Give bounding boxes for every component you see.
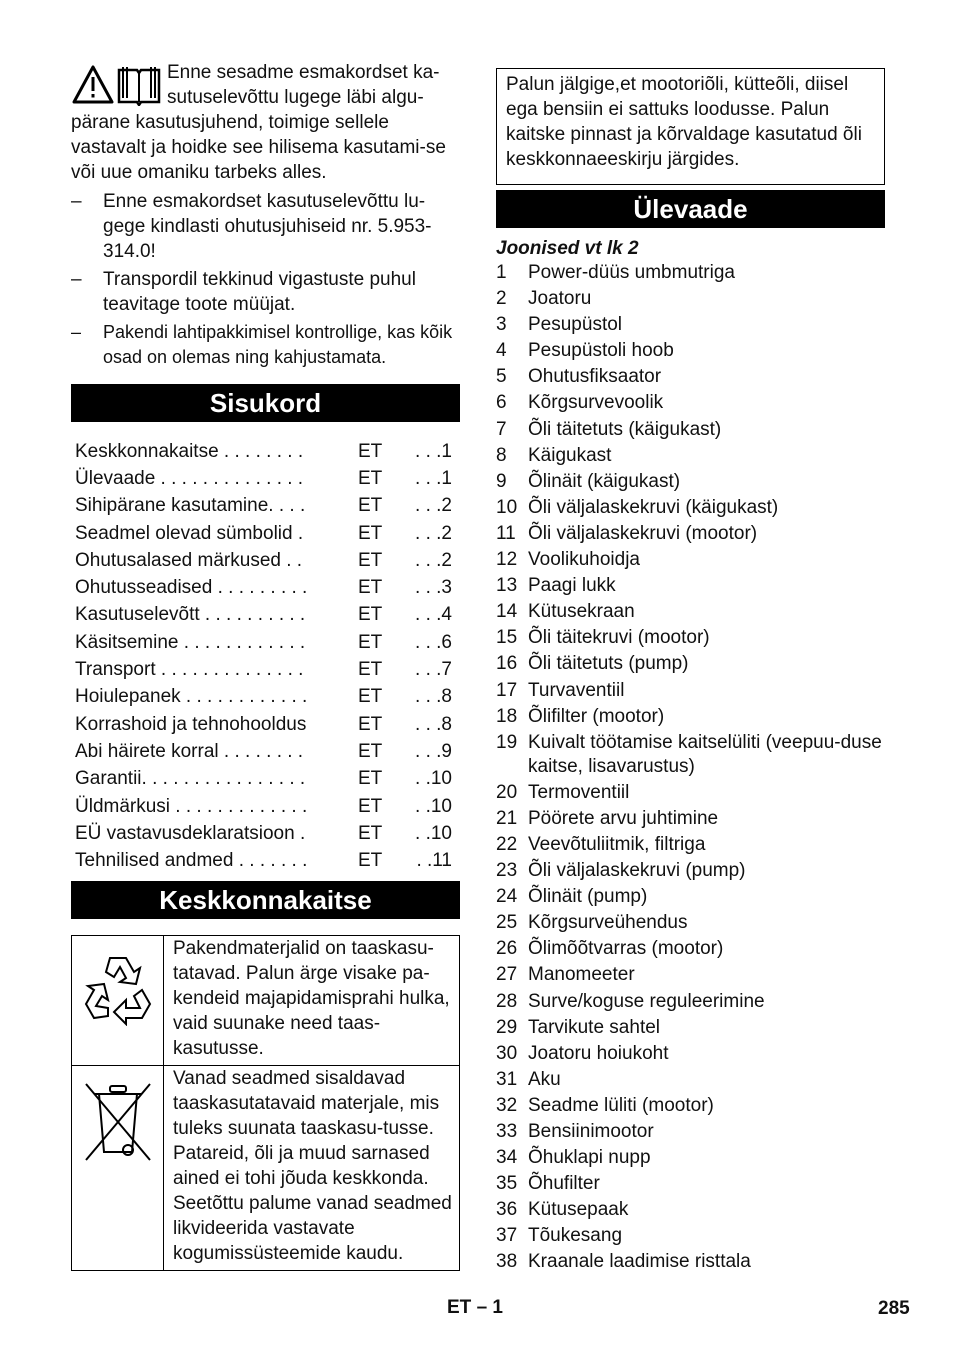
toc-entry	[71, 520, 460, 547]
part-label: Õli väljalaskekruvi (pump)	[528, 860, 746, 882]
part-number: 36	[496, 1199, 518, 1221]
part-label: Õlimõõtvarras (mootor)	[528, 938, 724, 960]
recycle-text: Pakendmaterjalid on taaskasu-tatavad. Palun ärge visake pa-kendeid majapidamisprahi hulka, vaid suunake need taas-kasutusse.	[164, 935, 460, 1065]
toc-entry-page: . . .1	[415, 467, 452, 489]
part-number: 33	[496, 1121, 518, 1142]
intro-text: Enne sesadme esmakordset ka-sutuselevõttu lugege läbi algu-pärane kasutusjuhend, toimige sellele vastavalt ja hoidke see hilisema kasutami-se või uue omaniku tarbeks alles.	[71, 62, 446, 183]
part-item	[496, 1224, 885, 1248]
toc-entry	[71, 493, 460, 520]
toc-entry-title: Kasutuselevõtt . . . . . . . . . .	[75, 604, 306, 626]
toc-entry-lang: ET	[358, 659, 383, 681]
part-item	[496, 548, 885, 572]
toc-entry	[71, 574, 460, 601]
toc-entry	[71, 711, 460, 738]
part-item	[496, 705, 885, 729]
part-label: Õli täitetuts (käigukast)	[528, 418, 722, 440]
footer-lang: ET	[447, 1297, 472, 1318]
part-item	[496, 1042, 885, 1066]
toc-entry-title: Korrashoid ja tehnohooldus	[75, 713, 307, 735]
toc-entry	[71, 602, 460, 629]
part-number: 3	[496, 314, 507, 336]
part-number: 34	[496, 1147, 518, 1169]
part-item	[496, 1094, 885, 1118]
part-item	[496, 679, 885, 703]
part-item	[496, 261, 885, 285]
toc-entry-title: EÜ vastavusdeklaratsioon .	[75, 822, 306, 844]
toc-entry-title: Üldmärkusi . . . . . . . . . . . . .	[75, 795, 308, 817]
dash-marker: –	[71, 191, 82, 212]
part-item	[496, 600, 885, 624]
toc-entry-title: Keskkonnakaitse . . . . . . . .	[75, 440, 304, 462]
part-number: 30	[496, 1042, 518, 1064]
intro-bullets	[71, 189, 460, 370]
table-row	[72, 1065, 460, 1270]
toc-entry-title: Ülevaade . . . . . . . . . . . . . .	[75, 467, 304, 489]
oil-note-box: Palun jälgige,et mootoriõli, kütteõli, diisel ega bensiin ei sattuks loodusse. Palun kaitske pinnast ja kõrvaldage kasutatud õli keskkonnaeeskirju järgides.	[496, 68, 885, 185]
toc-entry	[71, 820, 460, 847]
part-item	[496, 339, 885, 363]
part-label: Kütusepaak	[528, 1199, 629, 1221]
part-number: 1	[496, 262, 507, 283]
part-item	[496, 574, 885, 598]
toc-entry-title: Sihipärane kasutamine. . . .	[75, 495, 306, 517]
parts-list	[496, 261, 885, 1274]
toc-entry	[71, 629, 460, 656]
page-number: 285	[878, 1298, 910, 1319]
toc-entry-lang: ET	[358, 604, 383, 626]
part-number: 37	[496, 1225, 518, 1247]
toc-entry	[71, 847, 460, 874]
dash-marker: –	[71, 269, 82, 290]
environment-heading: Keskkonnakaitse	[71, 881, 460, 919]
toc-table	[71, 438, 460, 875]
toc-entry-title: Abi häirete korral . . . . . . . .	[75, 740, 304, 762]
part-number: 16	[496, 653, 518, 675]
bin-icon-cell	[72, 1065, 164, 1270]
bullet-text: Transpordil tekkinud vigastuste puhul teavitage toote müüjat.	[103, 269, 416, 315]
part-item	[496, 444, 885, 468]
toc-entry	[71, 438, 460, 465]
part-number: 6	[496, 392, 507, 414]
list-item	[71, 189, 460, 264]
dash-marker: –	[71, 322, 82, 342]
toc-entry	[71, 766, 460, 793]
part-item	[496, 1198, 885, 1222]
part-item	[496, 937, 885, 961]
part-number: 23	[496, 860, 518, 882]
part-item	[496, 470, 885, 494]
part-label: Õlinäit (käigukast)	[528, 470, 681, 492]
toc-entry-page: . . .2	[415, 522, 452, 544]
part-label: Kraanale laadimise risttala	[528, 1251, 751, 1273]
part-item	[496, 781, 885, 805]
toc-entry	[71, 547, 460, 574]
part-number: 19	[496, 731, 518, 753]
part-label: Termoventiil	[528, 781, 630, 803]
toc-entry-title: Ohutusalased märkused . .	[75, 549, 303, 571]
toc-heading: Sisukord	[71, 384, 460, 422]
part-label: Seadme lüliti (mootor)	[528, 1094, 714, 1116]
part-number: 26	[496, 938, 518, 960]
part-number: 12	[496, 549, 518, 571]
part-label: Pesupüstoli hoob	[528, 340, 674, 362]
toc-entry	[71, 684, 460, 711]
part-item	[496, 859, 885, 883]
part-number: 24	[496, 886, 518, 908]
part-number: 4	[496, 340, 507, 362]
part-item	[496, 522, 885, 546]
part-number: 32	[496, 1094, 518, 1116]
part-number: 21	[496, 807, 518, 829]
toc-entry-lang: ET	[358, 631, 383, 653]
crossed-bin-icon	[80, 1080, 156, 1164]
part-label: Surve/koguse reguleerimine	[528, 990, 765, 1012]
part-item	[496, 1172, 885, 1196]
part-number: 8	[496, 444, 507, 466]
toc-entry-title: Ohutusseadised . . . . . . . . .	[75, 577, 308, 599]
environment-table	[71, 935, 460, 1271]
part-label: Tõukesang	[528, 1225, 623, 1247]
toc-entry-page: . . .6	[415, 631, 452, 653]
part-label: Veevõtuliitmik, filtriga	[528, 833, 706, 855]
part-number: 9	[496, 470, 507, 492]
part-label: Power-düüs umbmutriga	[528, 262, 735, 283]
footer-section-page: 1	[492, 1297, 503, 1318]
part-label: Joatoru hoiukoht	[528, 1042, 669, 1064]
toc-entry-page: . . .7	[415, 659, 452, 681]
overview-heading: Ülevaade	[496, 190, 885, 228]
right-column	[496, 68, 885, 1277]
part-label: Õlinäit (pump)	[528, 886, 648, 908]
table-row	[72, 935, 460, 1065]
toc-entry	[71, 738, 460, 765]
warning-manual-icon	[71, 64, 163, 106]
bullet-text: Pakendi lahtipakkimisel kontrollige, kas kõik osad on olemas ning kahjustamata.	[103, 322, 453, 367]
toc-entry-title: Transport . . . . . . . . . . . . . .	[75, 659, 304, 681]
part-item	[496, 496, 885, 520]
overview-subheading: Joonised vt lk 2	[496, 238, 639, 259]
toc-entry-page: . . .8	[415, 686, 452, 708]
part-item	[496, 365, 885, 389]
part-label: Käigukast	[528, 444, 612, 466]
part-label: Õlifilter (mootor)	[528, 705, 665, 727]
toc-entry-lang: ET	[358, 713, 383, 735]
part-label: Bensiinimootor	[528, 1121, 654, 1142]
part-label: Paagi lukk	[528, 575, 616, 597]
toc-entry-page: . . .8	[415, 713, 452, 735]
part-item	[496, 963, 885, 987]
part-number: 22	[496, 833, 518, 855]
part-item	[496, 1068, 885, 1092]
part-item	[496, 807, 885, 831]
part-number: 11	[496, 522, 516, 544]
part-item	[496, 833, 885, 857]
toc-entry-lang: ET	[358, 549, 383, 571]
part-label: Ohutusfiksaator	[528, 366, 662, 388]
bullet-text: Enne esmakordset kasutuselevõttu lu-gege kindlasti ohutusjuhiseid nr. 5.953-314.0!	[103, 191, 432, 262]
part-number: 14	[496, 601, 518, 623]
toc-entry-title: Tehnilised andmed . . . . . . .	[75, 850, 308, 872]
recycle-icon-cell	[72, 935, 164, 1065]
toc-entry-lang: ET	[358, 440, 383, 462]
toc-entry-page: . . .4	[415, 604, 452, 626]
toc-entry-title: Garantii. . . . . . . . . . . . . . . .	[75, 768, 306, 790]
toc-entry-page: . . .1	[415, 440, 452, 462]
toc-entry-page: . . .2	[415, 495, 452, 517]
part-label: Kõrgsurvevoolik	[528, 392, 664, 414]
left-column	[71, 60, 460, 1271]
toc-entry	[71, 465, 460, 492]
toc-entry-page: . .10	[415, 822, 452, 844]
part-number: 17	[496, 679, 518, 701]
part-item	[496, 911, 885, 935]
part-label: Joatoru	[528, 288, 592, 310]
list-item	[71, 267, 460, 317]
disposal-text: Vanad seadmed sisaldavad taaskasutatavaid materjale, mis tuleks suunata taaskasu-tusse. Patareid, õli ja muud sarnased ained ei tohi jõuda keskkonda. Seetõttu palume vanad seadmed likvideerida vastavate kogumissüsteemide kaudu.	[164, 1065, 460, 1270]
part-number: 13	[496, 575, 518, 597]
part-label: Õli väljalaskekruvi (mootor)	[528, 522, 758, 544]
part-item	[496, 391, 885, 415]
toc-entry-lang: ET	[358, 577, 383, 599]
part-number: 10	[496, 496, 518, 518]
toc-entry-lang: ET	[358, 495, 383, 517]
toc-entry-lang: ET	[358, 522, 383, 544]
part-item	[496, 626, 885, 650]
part-label: Aku	[528, 1068, 561, 1090]
part-label: Kütusekraan	[528, 601, 635, 623]
part-label: Õli täitetuts (pump)	[528, 653, 689, 675]
part-item	[496, 418, 885, 442]
toc-entry-page: . .11	[416, 850, 452, 872]
part-number: 25	[496, 912, 518, 934]
toc-entry-lang: ET	[358, 740, 383, 762]
toc-entry-page: . . .3	[415, 577, 452, 599]
toc-entry-lang: ET	[358, 850, 383, 872]
part-number: 7	[496, 418, 507, 440]
part-item	[496, 287, 885, 311]
part-label: Pöörete arvu juhtimine	[528, 807, 719, 829]
part-item	[496, 313, 885, 337]
toc-entry-page: . .10	[415, 795, 452, 817]
part-item	[496, 885, 885, 909]
part-number: 29	[496, 1016, 518, 1038]
part-number: 18	[496, 705, 518, 727]
toc-entry-page: . . .2	[415, 549, 452, 571]
part-number: 31	[496, 1068, 518, 1090]
toc-entry-lang: ET	[358, 686, 383, 708]
part-number: 28	[496, 990, 518, 1012]
toc-entry-lang: ET	[358, 768, 383, 790]
part-item	[496, 1120, 885, 1144]
toc-entry-page: . . .9	[415, 740, 452, 762]
part-number: 38	[496, 1251, 518, 1273]
footer-separator: –	[476, 1297, 488, 1318]
part-label: Õli täitekruvi (mootor)	[528, 627, 710, 649]
part-item	[496, 1016, 885, 1040]
part-label: Manomeeter	[528, 964, 635, 986]
list-item	[71, 320, 460, 370]
part-item	[496, 990, 885, 1014]
part-number: 15	[496, 627, 518, 649]
part-label: Õli väljalaskekruvi (käigukast)	[528, 496, 779, 518]
intro-section	[71, 60, 460, 370]
part-label: Voolikuhoidja	[528, 549, 640, 571]
part-number: 2	[496, 288, 507, 310]
part-number: 27	[496, 964, 518, 986]
part-label: Kõrgsurveühendus	[528, 912, 688, 934]
toc-entry-lang: ET	[358, 467, 383, 489]
part-item	[496, 1250, 885, 1274]
part-item	[496, 731, 885, 779]
part-label: Õhuklapi nupp	[528, 1147, 651, 1169]
toc-entry-lang: ET	[358, 822, 383, 844]
toc-entry-lang: ET	[358, 795, 383, 817]
part-item	[496, 652, 885, 676]
recycle-icon	[80, 950, 156, 1026]
part-label: Turvaventiil	[528, 679, 625, 701]
part-label: Õhufilter	[528, 1173, 600, 1195]
part-label: Tarvikute sahtel	[528, 1016, 661, 1038]
part-label: Pesupüstol	[528, 314, 623, 336]
toc-entry	[71, 656, 460, 683]
part-number: 20	[496, 781, 518, 803]
toc-entry-title: Käsitsemine . . . . . . . . . . . .	[75, 631, 306, 653]
toc-entry-title: Seadmel olevad sümbolid .	[75, 522, 304, 544]
toc-entry-title: Hoiulepanek . . . . . . . . . . . .	[75, 686, 308, 708]
part-number: 5	[496, 366, 507, 388]
part-label: Kuivalt töötamise kaitselüliti (veepuu-duse kaitse, lisavarustus)	[528, 731, 882, 777]
part-item	[496, 1146, 885, 1170]
toc-entry	[71, 793, 460, 820]
toc-entry-page: . .10	[415, 768, 452, 790]
footer-section-label	[447, 1297, 503, 1319]
part-number: 35	[496, 1173, 518, 1195]
